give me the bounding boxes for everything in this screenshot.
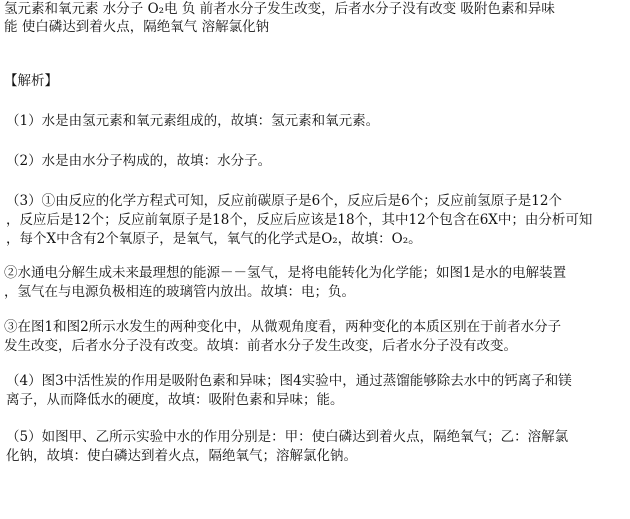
analysis-part-7-line-1: （5）如图甲、乙所示实验中水的作用分别是：甲：使白磷达到着火点，隔绝氧气；乙：溶解氯	[6, 429, 569, 445]
analysis-part-3-line-2: ，反应后是12个；反应前氧原子是18个，反应后应该是18个，其中12个包含在6X中；由分析可知	[6, 212, 593, 228]
answer-line-2: 能 使白磷达到着火点，隔绝氧气 溶解氯化钠	[4, 19, 270, 35]
analysis-part-7-line-2: 化钠，故填：使白磷达到着火点，隔绝氧气；溶解氯化钠。	[6, 448, 357, 464]
analysis-part-1: （1）水是由氢元素和氧元素组成的，故填：氢元素和氧元素。	[6, 113, 380, 129]
analysis-heading: 【解析】	[4, 73, 58, 89]
analysis-part-6-line-1: （4）图3中活性炭的作用是吸附色素和异味；图4实验中，通过蒸馏能够除去水中的钙离子和镁	[6, 373, 572, 389]
analysis-part-4-line-1: ②水通电分解生成未来最理想的能源－－氢气，是将电能转化为化学能；如图1是水的电解装置	[4, 265, 567, 281]
analysis-part-5-line-2: 发生改变，后者水分子没有改变。故填：前者水分子发生改变，后者水分子没有改变。	[4, 338, 517, 354]
analysis-part-3-line-3: ，每个X中含有2个氧原子，是氧气，氧气的化学式是O₂，故填：O₂。	[6, 231, 422, 247]
analysis-part-6-line-2: 离子，从而降低水的硬度，故填：吸附色素和异味；能。	[6, 392, 344, 408]
answer-line-1: 氢元素和氧元素 水分子 O₂电 负 前者水分子发生改变，后者水分子没有改变 吸附色素和异味	[4, 1, 555, 17]
analysis-part-2: （2）水是由水分子构成的，故填：水分子。	[6, 153, 272, 169]
analysis-part-4-line-2: ，氢气在与电源负极相连的玻璃管内放出。故填：电；负。	[4, 284, 355, 300]
analysis-part-5-line-1: ③在图1和图2所示水发生的两种变化中，从微观角度看，两种变化的本质区别在于前者水分子	[4, 319, 562, 335]
analysis-part-3-line-1: （3）①由反应的化学方程式可知，反应前碳原子是6个，反应后是6个；反应前氢原子是12个	[6, 193, 562, 209]
